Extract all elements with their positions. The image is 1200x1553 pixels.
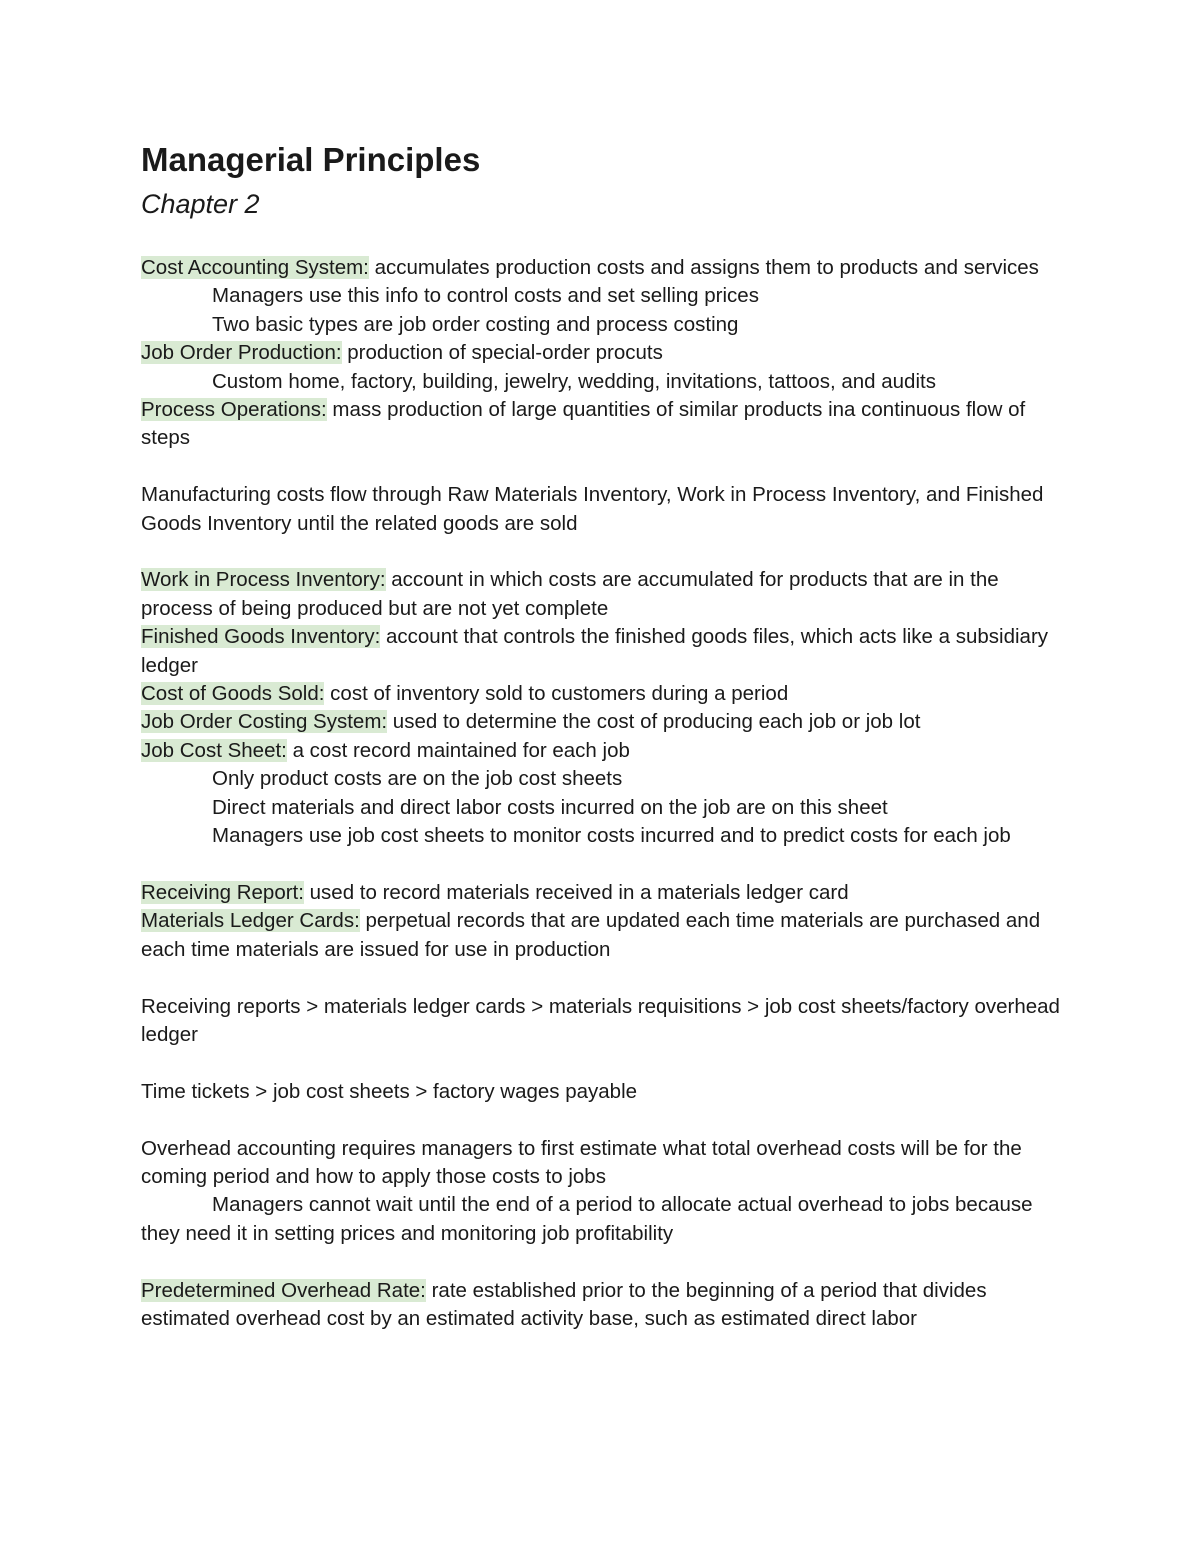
sub-note: Managers use job cost sheets to monitor costs incurred and to predict costs for each job — [212, 824, 1011, 848]
definition-text: cost of inventory sold to customers during a period — [324, 682, 789, 706]
term-highlight: Job Order Production: — [141, 341, 342, 365]
definition-text: mass production of large quantities of similar products ina continuous flow of steps — [141, 398, 1026, 450]
manufacturing-flow-note: Manufacturing costs flow through Raw Materials Inventory, Work in Process Inventory, and Finished Goods Inventory until the related goods are sold — [141, 483, 1044, 535]
term-highlight: Job Cost Sheet: — [141, 738, 287, 762]
term-highlight: Receiving Report: — [141, 880, 304, 904]
term-highlight: Job Order Costing System: — [141, 710, 388, 734]
definition-text: used to record materials received in a materials ledger card — [303, 880, 849, 904]
term-highlight: Cost Accounting System: — [141, 256, 369, 279]
definition-text: account that controls the finished goods files, which acts like a subsidiary ledger — [141, 625, 1049, 677]
definition-process-operations — [141, 396, 1061, 453]
sub-note: Two basic types are job order costing and process costing — [212, 312, 739, 336]
term-highlight: Finished Goods Inventory: — [141, 625, 381, 649]
materials-flow-note: Receiving reports > materials ledger cards > materials requisitions > job cost sheets/factory overhead ledger — [141, 994, 1060, 1046]
page-subtitle: Chapter 2 — [141, 189, 260, 219]
term-highlight: Predetermined Overhead Rate: — [141, 1278, 426, 1302]
definition-receiving-report — [141, 879, 1061, 907]
sub-note: Managers cannot wait until the end of a period to allocate actual overhead to jobs because they need it in setting prices and monitoring job profitability — [141, 1193, 1033, 1245]
definition-text: account in which costs are accumulated for products that are in the process of being produced but are not yet complete — [141, 568, 999, 620]
time-flow-note: Time tickets > job cost sheets > factory wages payable — [141, 1079, 638, 1103]
definition-cost-accounting-system — [141, 254, 1061, 282]
definition-text: used to determine the cost of producing each job or job lot — [387, 710, 921, 734]
term-highlight: Cost of Goods Sold: — [141, 682, 325, 706]
definition-text: a cost record maintained for each job — [286, 738, 630, 762]
sub-note: Only product costs are on the job cost sheets — [212, 767, 623, 791]
spacer — [141, 1049, 1061, 1077]
overhead-accounting-note: Overhead accounting requires managers to first estimate what total overhead costs will be for the coming period and how to apply those costs to jobs — [141, 1136, 1022, 1188]
spacer — [141, 453, 1061, 481]
spacer — [141, 964, 1061, 992]
definition-text: perpetual records that are updated each time materials are purchased and each time materials are issued for use in production — [141, 909, 1041, 961]
spacer — [141, 1248, 1061, 1276]
page-title: Managerial Principles — [141, 141, 481, 178]
definition-materials-ledger-cards — [141, 907, 1061, 964]
spacer — [141, 1106, 1061, 1134]
sub-note: Custom home, factory, building, jewelry, wedding, invitations, tattoos, and audits — [212, 369, 936, 393]
definition-job-order-production — [141, 339, 1061, 367]
definition-cogs — [141, 680, 1061, 708]
term-highlight: Process Operations: — [141, 398, 327, 422]
spacer — [141, 538, 1061, 566]
definition-wip-inventory — [141, 566, 1061, 623]
document-page — [141, 140, 1061, 1333]
definition-predetermined-overhead-rate — [141, 1277, 1061, 1334]
term-highlight: Work in Process Inventory: — [141, 568, 386, 592]
definition-text: production of special-order procuts — [341, 341, 663, 365]
spacer — [141, 851, 1061, 879]
notes-body — [141, 254, 1061, 1333]
definition-job-cost-sheet — [141, 737, 1061, 765]
definition-job-order-costing — [141, 708, 1061, 736]
sub-note: Managers use this info to control costs and set selling prices — [212, 284, 759, 308]
definition-text: rate established prior to the beginning of a period that divides estimated overhead cost by an estimated activity base, such as estimated direct labor — [141, 1278, 987, 1330]
definition-finished-goods — [141, 623, 1061, 680]
sub-note: Direct materials and direct labor costs incurred on the job are on this sheet — [212, 795, 888, 819]
definition-text: accumulates production costs and assigns them to products and services — [368, 256, 1039, 279]
term-highlight: Materials Ledger Cards: — [141, 909, 360, 933]
